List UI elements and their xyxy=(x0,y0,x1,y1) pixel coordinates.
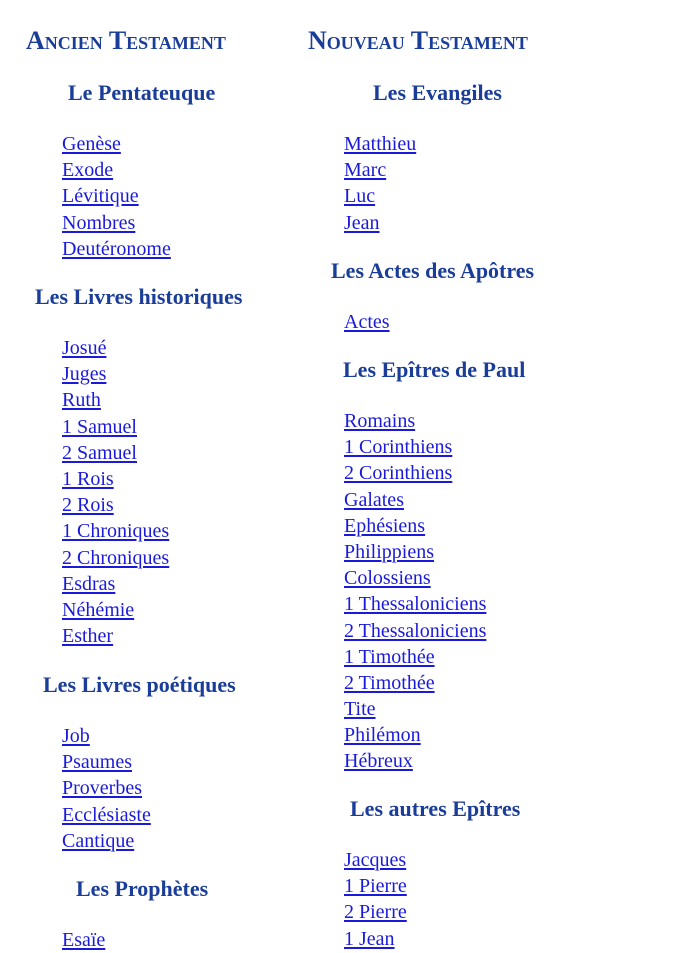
list-item xyxy=(344,670,486,696)
book-link-2-corinthiens[interactable]: 2 Corinthiens xyxy=(344,462,453,485)
section-title-livres-poetiques: Les Livres poétiques xyxy=(43,672,236,697)
list-item xyxy=(62,518,169,544)
list-item xyxy=(344,926,407,952)
nouveau-testament-title: Nouveau Testament xyxy=(308,26,528,55)
list-item xyxy=(344,210,416,236)
book-link-esdras[interactable]: Esdras xyxy=(62,572,116,595)
section-title-evangiles: Les Evangiles xyxy=(373,80,502,105)
book-link-marc[interactable]: Marc xyxy=(344,159,387,182)
book-link-josue[interactable]: Josué xyxy=(62,337,107,359)
list-item xyxy=(344,513,486,539)
list-item xyxy=(62,466,169,492)
list-item xyxy=(62,723,151,749)
book-link-2-chroniques[interactable]: 2 Chroniques xyxy=(62,546,170,569)
list-item xyxy=(62,183,171,209)
book-link-1-chroniques[interactable]: 1 Chroniques xyxy=(62,520,170,543)
book-link-1-corinthiens[interactable]: 1 Corinthiens xyxy=(344,436,453,459)
list-item xyxy=(344,722,486,748)
section-title-pentateuque: Le Pentateuque xyxy=(68,80,216,105)
book-list-evangiles xyxy=(344,131,416,236)
book-list-livres-historiques xyxy=(62,335,169,649)
list-item xyxy=(62,927,105,953)
list-item xyxy=(344,460,486,486)
list-item xyxy=(62,492,169,518)
list-item xyxy=(344,847,407,873)
book-link-exode[interactable]: Exode xyxy=(62,159,114,182)
section-title-livres-historiques: Les Livres historiques xyxy=(35,284,243,309)
book-link-nombres[interactable]: Nombres xyxy=(62,211,136,234)
list-item xyxy=(344,565,486,591)
book-link-romains[interactable]: Romains xyxy=(344,410,416,432)
book-link-1-pierre[interactable]: 1 Pierre xyxy=(344,875,407,898)
book-link-1-thessaloniciens[interactable]: 1 Thessaloniciens xyxy=(344,593,487,616)
book-link-2-samuel[interactable]: 2 Samuel xyxy=(62,441,137,464)
list-item xyxy=(344,408,486,434)
book-link-esaie[interactable]: Esaïe xyxy=(62,929,106,951)
list-item xyxy=(344,157,416,183)
book-link-colossiens[interactable]: Colossiens xyxy=(344,567,431,590)
list-item xyxy=(344,309,390,335)
book-link-ruth[interactable]: Ruth xyxy=(62,389,101,412)
book-list-pentateuque xyxy=(62,131,171,262)
book-link-hebreux[interactable]: Hébreux xyxy=(344,750,413,773)
list-item xyxy=(62,236,171,262)
list-item xyxy=(344,696,486,722)
list-item xyxy=(62,597,169,623)
list-item xyxy=(344,591,486,617)
list-item xyxy=(344,131,416,157)
book-link-matthieu[interactable]: Matthieu xyxy=(344,133,417,155)
list-item xyxy=(62,545,169,571)
list-item xyxy=(62,361,169,387)
book-link-nehemie[interactable]: Néhémie xyxy=(62,598,135,621)
ancien-testament-title: Ancien Testament xyxy=(26,26,226,55)
book-link-galates[interactable]: Galates xyxy=(344,488,404,511)
book-link-esther[interactable]: Esther xyxy=(62,625,114,648)
book-link-luc[interactable]: Luc xyxy=(344,185,376,208)
book-link-cantique[interactable]: Cantique xyxy=(62,829,135,852)
book-link-philippiens[interactable]: Philippiens xyxy=(344,540,435,563)
section-title-autres-epitres: Les autres Epîtres xyxy=(350,796,521,821)
list-item xyxy=(344,644,486,670)
book-list-livres-poetiques xyxy=(62,723,151,854)
list-item xyxy=(62,210,171,236)
book-link-philemon[interactable]: Philémon xyxy=(344,724,421,747)
list-item xyxy=(344,618,486,644)
list-item xyxy=(344,434,486,460)
book-list-autres-epitres xyxy=(344,847,407,952)
book-list-prophetes xyxy=(62,927,105,953)
book-link-ecclesiaste[interactable]: Ecclésiaste xyxy=(62,803,151,826)
book-link-psaumes[interactable]: Psaumes xyxy=(62,751,132,774)
list-item xyxy=(344,748,486,774)
book-link-ephesiens[interactable]: Ephésiens xyxy=(344,514,426,537)
book-link-tite[interactable]: Tite xyxy=(344,698,376,721)
list-item xyxy=(344,487,486,513)
list-item xyxy=(62,414,169,440)
book-link-1-rois[interactable]: 1 Rois xyxy=(62,467,114,490)
book-link-2-pierre[interactable]: 2 Pierre xyxy=(344,901,407,924)
list-item xyxy=(62,802,151,828)
list-item xyxy=(62,623,169,649)
book-link-2-timothee[interactable]: 2 Timothée xyxy=(344,671,435,694)
list-item xyxy=(62,440,169,466)
list-item xyxy=(344,873,407,899)
list-item xyxy=(344,539,486,565)
list-item xyxy=(62,828,151,854)
book-link-actes[interactable]: Actes xyxy=(344,311,390,333)
book-link-1-samuel[interactable]: 1 Samuel xyxy=(62,415,137,438)
book-link-1-timothee[interactable]: 1 Timothée xyxy=(344,645,435,668)
book-link-proverbes[interactable]: Proverbes xyxy=(62,777,142,800)
book-link-jacques[interactable]: Jacques xyxy=(344,849,407,871)
book-link-2-thessaloniciens[interactable]: 2 Thessaloniciens xyxy=(344,619,487,642)
list-item xyxy=(62,157,171,183)
section-title-epitres-de-paul: Les Epîtres de Paul xyxy=(343,357,526,382)
book-link-levitique[interactable]: Lévitique xyxy=(62,185,139,208)
book-list-epitres-de-paul xyxy=(344,408,486,775)
book-link-2-rois[interactable]: 2 Rois xyxy=(62,494,114,517)
list-item xyxy=(62,571,169,597)
section-title-actes-des-apotres: Les Actes des Apôtres xyxy=(331,258,535,283)
list-item xyxy=(62,335,169,361)
book-link-1-jean[interactable]: 1 Jean xyxy=(344,927,395,950)
book-list-actes xyxy=(344,309,390,335)
list-item xyxy=(62,749,151,775)
list-item xyxy=(344,183,416,209)
list-item xyxy=(62,387,169,413)
section-title-prophetes: Les Prophètes xyxy=(76,876,209,901)
book-link-deuteronome[interactable]: Deutéronome xyxy=(62,237,171,260)
book-link-juges[interactable]: Juges xyxy=(62,363,107,386)
list-item xyxy=(62,131,171,157)
book-link-job[interactable]: Job xyxy=(62,725,90,747)
list-item xyxy=(344,899,407,925)
book-link-jean[interactable]: Jean xyxy=(344,211,380,234)
list-item xyxy=(62,775,151,801)
book-link-genese[interactable]: Genèse xyxy=(62,133,121,155)
